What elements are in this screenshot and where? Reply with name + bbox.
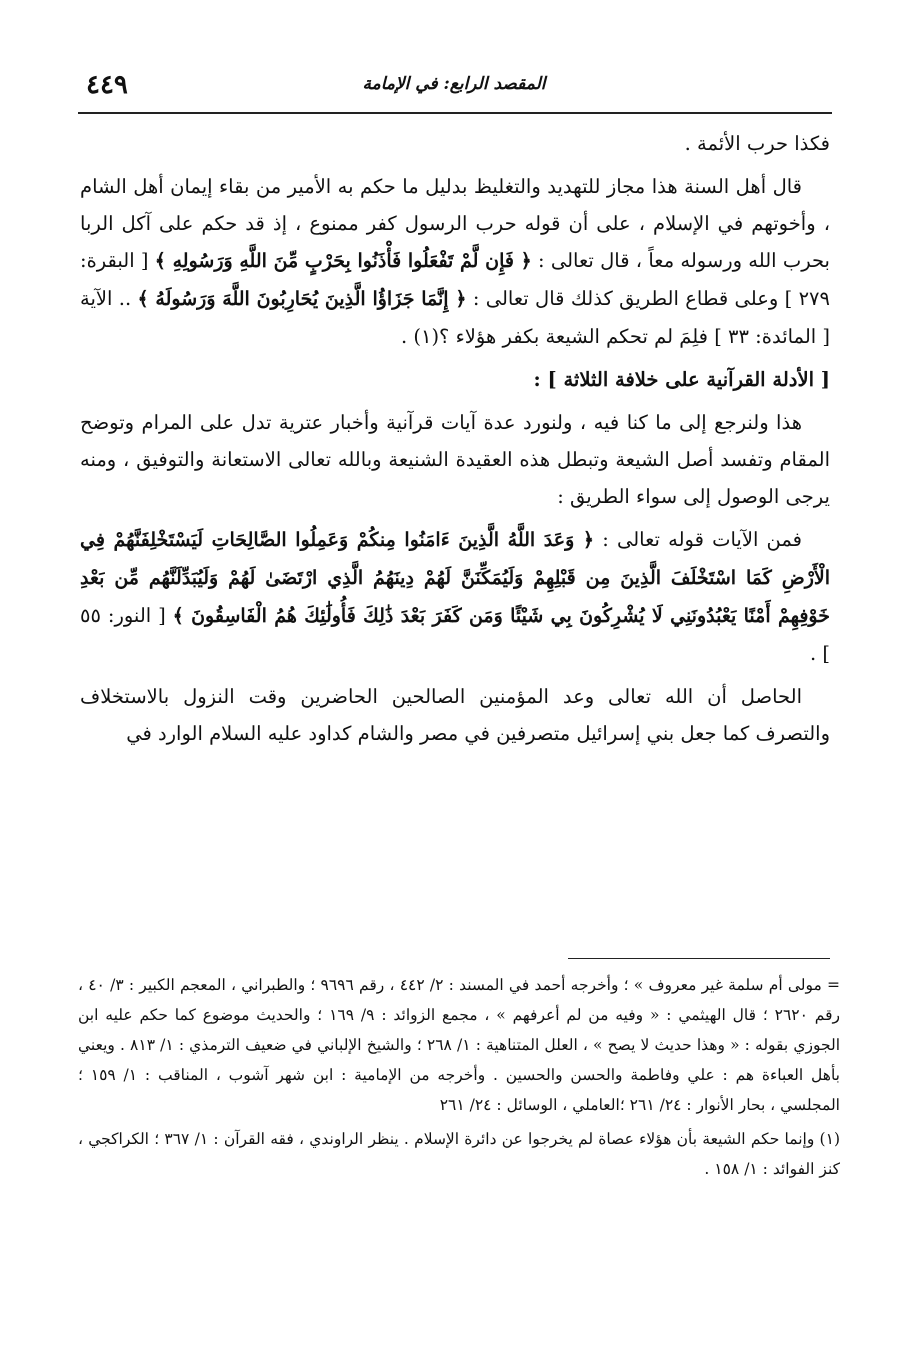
paragraph-3: هذا ولنرجع إلى ما كنا فيه ، ولنورد عدة آيات قرآنية وأخبار عترية تدل على المرام وتوضح المقام وتفسد أصل الشيعة وتبطل هذه العقيدة الشنيعة وبالله تعالى الاستعانة والتوفيق ، ومنه يرجى الوصول إلى سواء الطريق : [80, 411, 830, 508]
footnote-rule [568, 958, 830, 959]
quran-verse-maidah: ﴿ إِنَّمَا جَزَاؤُا الَّذِينَ يُحَارِبُونَ اللَّهَ وَرَسُولَهُ ﴾ [137, 288, 467, 310]
section-heading: [ الأدلة القرآنية على خلافة الثلاثة ] : [533, 368, 830, 391]
header-rule [78, 112, 832, 114]
footnote-1: (١) وإنما حكم الشيعة بأن هؤلاء عصاة لم يخرجوا عن دائرة الإسلام . ينظر الراوندي ، فقه القرآن : ١/ ٣٦٧ ؛ الكراكجي ، كنز الفوائد : ١/ ١٥٨ . [78, 1130, 840, 1178]
quran-verse-nur: ﴿ وَعَدَ اللَّهُ الَّذِينَ ءَامَنُوا مِنكُمْ وَعَمِلُوا الصَّالِحَاتِ لَيَسْتَخْلِفَنَّهُمْ فِي الْأَرْضِ كَمَا اسْتَخْلَفَ الَّذِينَ مِن قَبْلِهِمْ وَلَيُمَكِّنَنَّ لَهُمْ دِينَهُمُ الَّذِي ارْتَضَىٰ لَهُمْ وَلَيُبَدِّلَنَّهُم مِّن بَعْدِ خَوْفِهِمْ أَمْنًا يَعْبُدُونَنِي لَا يُشْرِكُونَ بِي شَيْئًا وَمَن كَفَرَ بَعْدَ ذَٰلِكَ فَأُولَٰئِكَ هُمُ الْفَاسِقُونَ ﴾ [80, 529, 830, 627]
main-text [80, 125, 830, 758]
paragraph-4 [80, 521, 830, 672]
running-header [78, 70, 830, 110]
paragraph-2-text-a: قال أهل السنة هذا مجاز للتهديد والتغليظ بدليل ما حكم به الأمير من بقاء إيمان أهل الشام ، وأخوتهم في الإسلام ، على أن قوله حرب الرسول كفر ممنوع ، إذ قد حكم على آكل الربا بحرب الله ورسوله معاً ، قال تعالى : [80, 175, 830, 272]
quran-verse-baqarah: ﴿ فَإِن لَّمْ تَفْعَلُوا فَأْذَنُوا بِحَرْبٍ مِّنَ اللَّهِ وَرَسُولِهِ ﴾ [154, 250, 532, 272]
paragraph-5: الحاصل أن الله تعالى وعد المؤمنين الصالحين الحاضرين وقت النزول بالاستخلاف والتصرف كما جعل بني إسرائيل متصرفين في مصر والشام كداود عليه السلام الوارد في [80, 685, 830, 745]
paragraph-4-text-b: [ النور: ٥٥ ] . [80, 604, 830, 665]
footnote-continued: = مولى أم سلمة غير معروف » ؛ وأخرجه أحمد في المسند : ٢/ ٤٤٢ ، رقم ٩٦٩٦ ؛ والطبراني ، المعجم الكبير : ٣/ ٤٠ ، رقم ٢٦٢٠ ؛ قال الهيثمي : « وفيه من لم أعرفهم » ، مجمع الزوائد : ٩/ ١٦٩ ؛ والحديث موضوع كما حكم عليه ابن الجوزي بقوله : « وهذا حديث لا يصح » ، العلل المتناهية : ١/ ٢٦٨ ؛ والشيخ الإلباني في ضعيف الترمذي : ١/ ٨١٣ . ويعني بأهل العباءة هم : علي وفاطمة والحسن والحسين . وأخرجه من الإمامية : ابن شهر آشوب ، المناقب : ١/ ١٥٩ ؛ المجلسي ، بحار الأنوار : ٢٤/ ٢٦١ ؛العاملي ، الوسائل : ٢٤/ ٢٦١ [78, 976, 841, 1114]
paragraph-2 [80, 168, 830, 355]
paragraph-1: فكذا حرب الأئمة . [684, 132, 830, 155]
paragraph-2-text-b: [ البقرة: ٢٧٩ ] وعلى قطاع الطريق كذلك قال تعالى : [80, 249, 830, 310]
footnotes [78, 970, 840, 1188]
page-number: ٤٤٩ [86, 70, 128, 100]
chapter-title: المقصد الرابع: في الإمامة [362, 74, 546, 94]
paragraph-4-text-a: فمن الآيات قوله تعالى : [602, 528, 802, 551]
paragraph-2-text-c: .. الآية [ المائدة: ٣٣ ] فلِمَ لم تحكم الشيعة بكفر هؤلاء ؟(١) . [80, 287, 830, 348]
